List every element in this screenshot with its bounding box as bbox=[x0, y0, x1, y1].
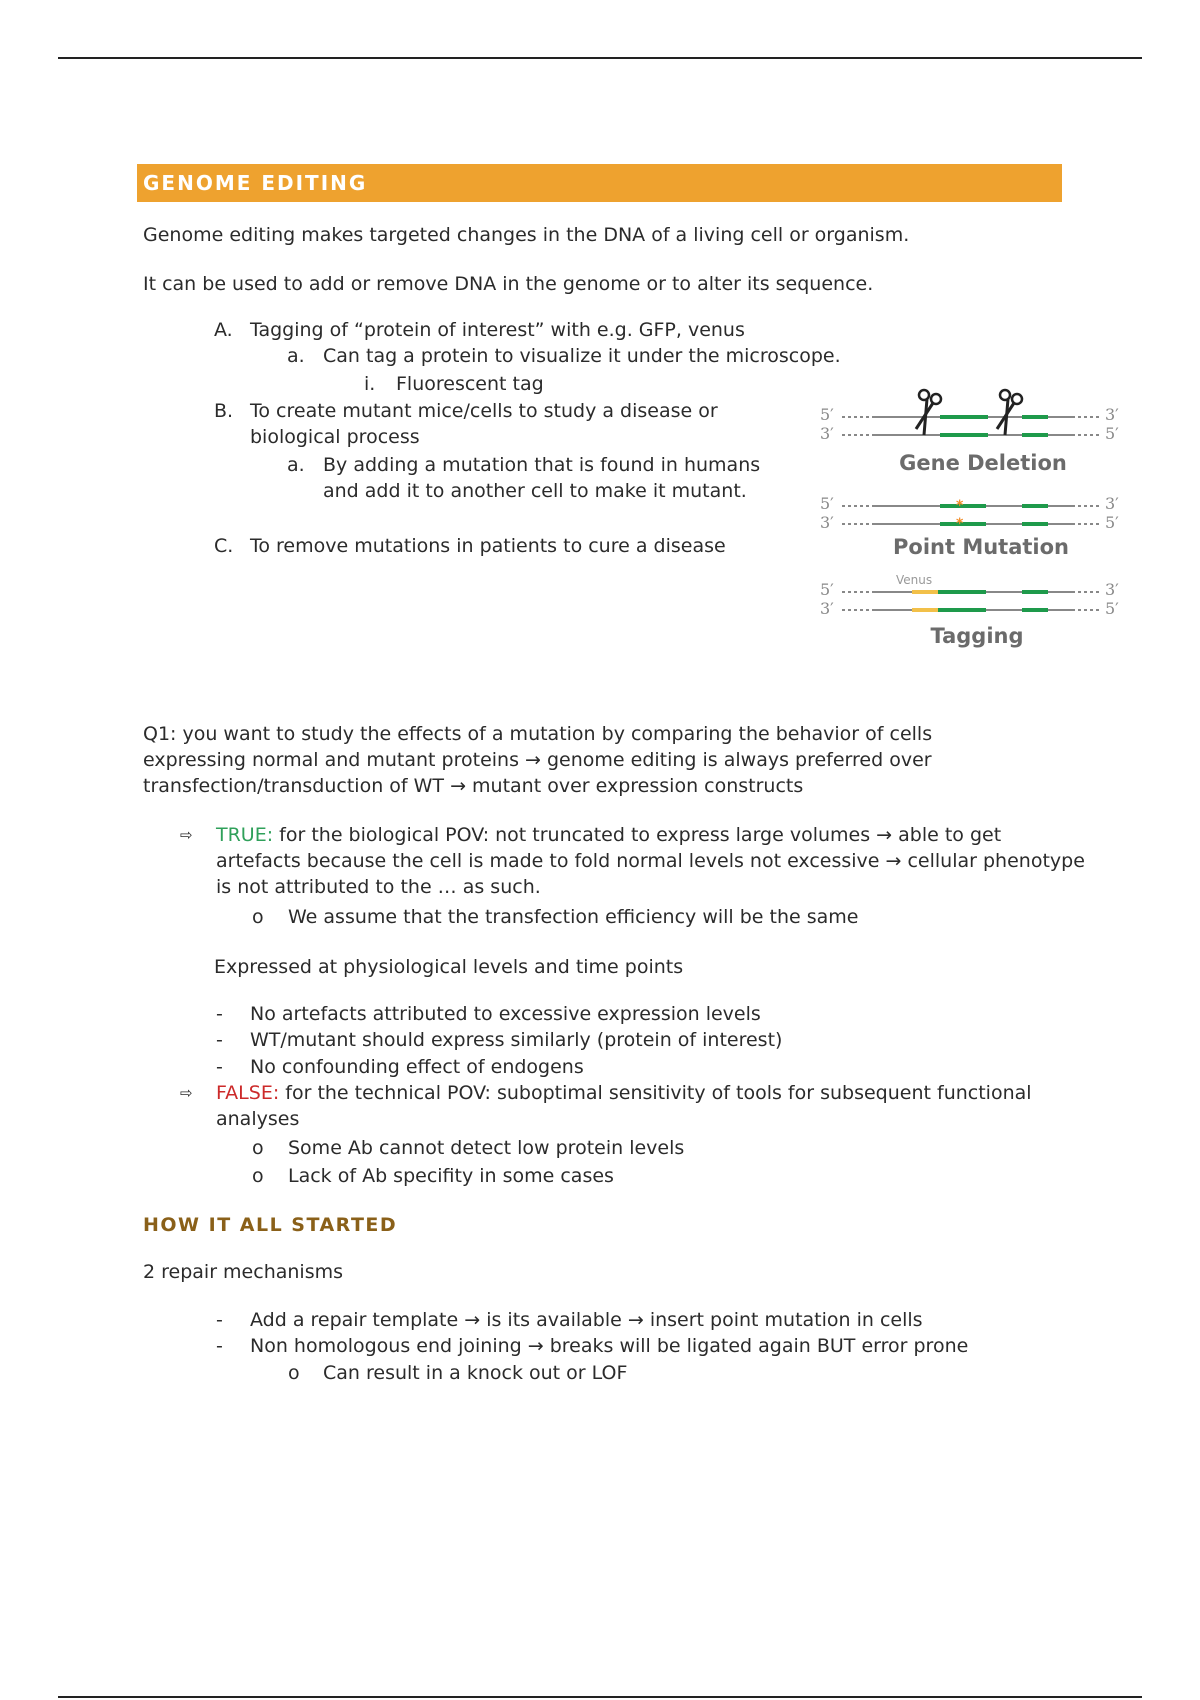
list-marker-a: A. bbox=[214, 319, 233, 341]
arrow-right-icon: ⇨ bbox=[180, 826, 193, 844]
scissors-icon bbox=[916, 390, 941, 435]
svg-text:*: * bbox=[956, 516, 964, 532]
strand-3-prime-label: 3′ bbox=[820, 513, 834, 532]
tagging-label: Tagging bbox=[930, 624, 1024, 648]
list-marker-c: C. bbox=[214, 535, 234, 557]
gene-deletion-label: Gene Deletion bbox=[899, 451, 1067, 475]
false-answer bbox=[216, 1080, 1036, 1132]
history-intro: 2 repair mechanisms bbox=[143, 1261, 344, 1283]
svg-text:*: * bbox=[956, 498, 964, 514]
arrow-right-icon: ⇨ bbox=[180, 1084, 193, 1102]
question-1: Q1: you want to study the effects of a mutation by comparing the behavior of cells expressing normal and mutant proteins → genome editing is always preferred over transfection/transduction of WT → mutant over expression constructs bbox=[143, 723, 933, 797]
dash-bullet: - bbox=[216, 1003, 223, 1025]
false-sub-item-2: Lack of Ab specifity in some cases bbox=[288, 1165, 614, 1187]
list-item-a-sub-sub: Fluorescent tag bbox=[396, 373, 544, 395]
intro-line-1: Genome editing makes targeted changes in the DNA of a living cell or organism. bbox=[143, 224, 910, 246]
bullet-circle-icon: o bbox=[252, 906, 264, 928]
intro-line-2: It can be used to add or remove DNA in the genome or to alter its sequence. bbox=[143, 273, 874, 295]
false-sub-item-1: Some Ab cannot detect low protein levels bbox=[288, 1137, 685, 1159]
list-marker-b: B. bbox=[214, 400, 234, 422]
true-sub-item: We assume that the transfection efficiency will be the same bbox=[288, 906, 859, 928]
footer-rule bbox=[58, 1696, 1142, 1698]
dash-bullet: - bbox=[216, 1335, 223, 1357]
strand-3-prime-label: 3′ bbox=[820, 599, 834, 618]
bullet-circle-icon: o bbox=[252, 1165, 264, 1187]
gene-deletion-strands bbox=[820, 405, 1119, 443]
strand-5-prime-label: 5′ bbox=[820, 580, 834, 599]
list-item-a: Tagging of “protein of interest” with e.g. GFP, venus bbox=[250, 319, 745, 341]
bullet-circle-icon: o bbox=[288, 1362, 300, 1384]
bullet-circle-icon: o bbox=[252, 1137, 264, 1159]
tagging-strands bbox=[820, 573, 1119, 618]
list-marker-a-sub: a. bbox=[287, 345, 305, 367]
strand-5-prime-label: 5′ bbox=[820, 494, 834, 513]
strand-3-prime-label: 3′ bbox=[1105, 580, 1119, 599]
true-label: TRUE: bbox=[216, 824, 274, 846]
list-item-c: To remove mutations in patients to cure a disease bbox=[250, 535, 726, 557]
genome-editing-diagram bbox=[800, 375, 1130, 650]
list-marker-b-sub: a. bbox=[287, 454, 305, 476]
header-rule bbox=[58, 57, 1142, 59]
false-text: for the technical POV: suboptimal sensitivity of tools for subsequent functional analyses bbox=[216, 1082, 1032, 1130]
point-item-2: WT/mutant should express similarly (protein of interest) bbox=[250, 1029, 783, 1051]
list-item-b: To create mutant mice/cells to study a disease or biological process bbox=[250, 400, 718, 448]
expressed-note: Expressed at physiological levels and time points bbox=[214, 956, 684, 978]
dash-bullet: - bbox=[216, 1029, 223, 1051]
strand-5-prime-label: 5′ bbox=[1105, 599, 1119, 618]
strand-5-prime-label: 5′ bbox=[1105, 513, 1119, 532]
strand-3-prime-label: 3′ bbox=[1105, 405, 1119, 424]
dash-bullet: - bbox=[216, 1309, 223, 1331]
strand-5-prime-label: 5′ bbox=[820, 405, 834, 424]
scissors-icon bbox=[997, 390, 1022, 435]
point-mutation-label: Point Mutation bbox=[893, 535, 1069, 559]
point-item-3: No confounding effect of endogens bbox=[250, 1056, 584, 1078]
point-mutation-strands bbox=[820, 494, 1119, 532]
point-item-1: No artefacts attributed to excessive expression levels bbox=[250, 1003, 761, 1025]
venus-tag-label: Venus bbox=[896, 573, 933, 587]
true-text: for the biological POV: not truncated to express large volumes → able to get artefacts because the cell is made to fold normal levels not excessive → cellular phenotype is not attributed to the … as such. bbox=[216, 824, 1085, 898]
history-item-1: Add a repair template → is its available → insert point mutation in cells bbox=[250, 1309, 923, 1331]
false-label: FALSE: bbox=[216, 1082, 280, 1104]
strand-3-prime-label: 3′ bbox=[820, 424, 834, 443]
strand-3-prime-label: 3′ bbox=[1105, 494, 1119, 513]
strand-5-prime-label: 5′ bbox=[1105, 424, 1119, 443]
list-marker-a-sub-sub: i. bbox=[364, 373, 376, 395]
list-item-b-sub: By adding a mutation that is found in humans and add it to another cell to make it mutant. bbox=[323, 454, 761, 502]
list-item-a-sub: Can tag a protein to visualize it under the microscope. bbox=[323, 345, 841, 367]
true-answer bbox=[216, 822, 1086, 900]
page-title: GENOME EDITING bbox=[143, 171, 368, 195]
dash-bullet: - bbox=[216, 1056, 223, 1078]
history-sub-item: Can result in a knock out or LOF bbox=[323, 1362, 628, 1384]
section-heading-history: HOW IT ALL STARTED bbox=[143, 1214, 398, 1236]
history-item-2: Non homologous end joining → breaks will be ligated again BUT error prone bbox=[250, 1335, 969, 1357]
